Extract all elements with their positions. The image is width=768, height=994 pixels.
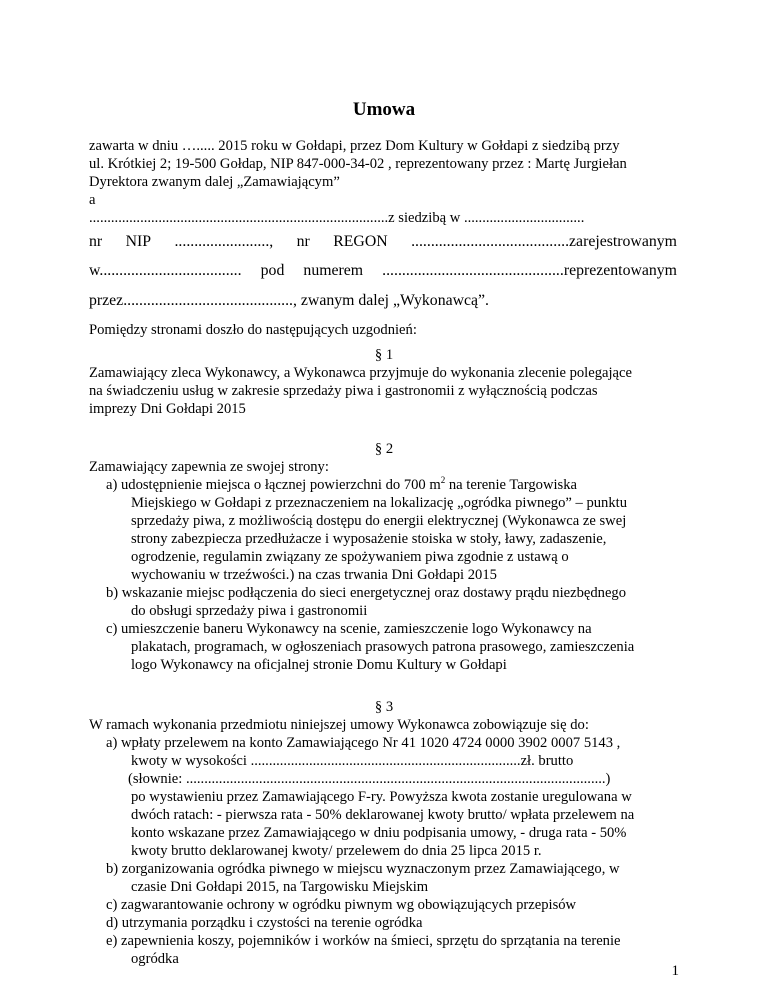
- s2-item-a-line-6: wychowaniu w trzeźwości.) na czas trwania Dni Gołdapi 2015: [131, 567, 497, 583]
- s2-item-a-line-2: Miejskiego w Gołdapi z przeznaczeniem na lokalizację „ogródka piwnego” – punktu: [131, 495, 628, 511]
- nip-part-4: nr: [296, 233, 310, 250]
- s2-item-a-line-5: ogrodzenie, regulamin związany ze spożywaniem piwa zgodnie z ustawą o: [131, 549, 569, 565]
- s3-item-c: c) zagwarantowanie ochrony w ogródku piwnym wg obowiązujących przepisów: [106, 897, 577, 913]
- s2-item-c-line-1: c) umieszczenie baneru Wykonawcy na scenie, zamieszczenie logo Wykonawcy na: [106, 621, 592, 637]
- superscript-2: 2: [440, 475, 446, 485]
- s2-item-b-line-2: do obsługi sprzedaży piwa i gastronomii: [131, 603, 368, 619]
- s3-item-a-line-6: konto wskazane przez Zamawiającego w dniu podpisania umowy, - druga rata - 50%: [131, 825, 627, 841]
- s2-item-c-line-3: logo Wykonawcy na oficjalnej stronie Domu Kultury w Gołdapi: [131, 657, 507, 673]
- s2-intro: Zamawiający zapewnia ze swojej strony:: [89, 459, 329, 475]
- section-3-heading: § 3: [374, 699, 394, 715]
- numer-part-2: pod: [260, 262, 285, 279]
- s1-line-3: imprezy Dni Gołdapi 2015: [89, 401, 246, 417]
- numer-line: [89, 262, 677, 280]
- s2-item-a-line-3: sprzedaży piwa, z możliwością dostępu do energii elektrycznej (Wykonawca ze swej: [131, 513, 627, 529]
- s3-item-b-line-1: b) zorganizowania ogródka piwnego w miejscu wyznaczonym przez Zamawiającego, w: [106, 861, 620, 877]
- intro-line-4: a: [89, 192, 96, 208]
- s3-item-e-line-1: e) zapewnienia koszy, pojemników i worków na śmieci, sprzętu do sprzątania na terenie: [106, 933, 621, 949]
- page-number: 1: [671, 963, 679, 979]
- numer-part-1: w....................................: [89, 262, 242, 279]
- nip-part-5: REGON: [333, 233, 388, 250]
- numer-part-3: numerem: [303, 262, 364, 279]
- document-title: Umowa: [352, 99, 416, 120]
- s2-item-b-line-1: b) wskazanie miejsc podłączenia do sieci energetycznej oraz dostawy prądu niezbędnego: [106, 585, 627, 601]
- section-1-heading: § 1: [374, 347, 394, 363]
- s2-item-c-line-2: plakatach, programach, w ogłoszeniach prasowych patrona prasowego, zamieszczenia: [131, 639, 635, 655]
- nip-regon-line: [89, 233, 677, 251]
- numer-part-4: ..............................................reprezentowanym: [382, 262, 677, 279]
- intro-line-2: ul. Krótkiej 2; 19-500 Gołdap, NIP 847-000-34-02 , reprezentowany przez : Martę Jurgiełan: [89, 156, 627, 172]
- s3-item-a-line-4: po wystawieniu przez Zamawiającego F-ry. Powyższa kwota zostanie uregulowana w: [131, 789, 632, 805]
- s3-item-d: d) utrzymania porządku i czystości na terenie ogródka: [106, 915, 423, 931]
- nip-part-6: ........................................zarejestrowanym: [411, 233, 677, 250]
- s1-line-1: Zamawiający zleca Wykonawcy, a Wykonawca przyjmuje do wykonania zlecenie polegające: [89, 365, 632, 381]
- s3-item-a-line-2: kwoty w wysokości ..........................................................................zł. brutto: [131, 753, 574, 769]
- intro-line-3: Dyrektora zwanym dalej „Zamawiającym”: [89, 174, 340, 190]
- s3-item-a-line-1: a) wpłaty przelewem na konto Zamawiającego Nr 41 1020 4724 0000 3902 0007 5143 ,: [106, 735, 621, 751]
- section-2-heading: § 2: [374, 441, 394, 457]
- przez-line: przez..........................................., zwanym dalej „Wykonawcą”.: [89, 292, 489, 309]
- s3-item-e-line-2: ogródka: [131, 951, 179, 967]
- s2-item-a-line-1: a) udostępnienie miejsca o łącznej powierzchni do 700 $m^2$ na terenie Targowiska: [106, 475, 577, 493]
- s3-item-a-line-5: dwóch ratach: - pierwsza rata - 50% deklarowanej kwoty brutto/ wpłata przelewem na: [131, 807, 635, 823]
- s3-item-a-line-3: (słownie: ...................................................................................................................): [128, 771, 611, 787]
- s3-item-b-line-2: czasie Dni Gołdapi 2015, na Targowisku Miejskim: [131, 879, 429, 895]
- s2-item-a-line-4: strony zabezpiecza przedłużacze i wyposażenie stoiska w stoły, ławy, zadaszenie,: [131, 531, 607, 547]
- nip-part-2: NIP: [125, 233, 152, 250]
- s3-intro: W ramach wykonania przedmiotu niniejszej umowy Wykonawca zobowiązuje się do:: [89, 717, 589, 733]
- s3-item-a-line-7: kwoty brutto deklarowanej kwoty/ przelewem do dnia 25 lipca 2015 r.: [131, 843, 542, 859]
- s1-line-2: na świadczeniu usług w zakresie sprzedaży piwa i gastronomii z wyłącznością podczas: [89, 383, 598, 399]
- nip-part-1: nr: [89, 233, 103, 250]
- intro-line-5: ..................................................................................z siedzibą w .................................: [89, 210, 585, 226]
- intro-line-1: zawarta w dniu …..... 2015 roku w Gołdapi, przez Dom Kultury w Gołdapi z siedzibą przy: [89, 138, 620, 154]
- nip-part-3: ........................,: [174, 233, 274, 250]
- agreement-line: Pomiędzy stronami doszło do następujących uzgodnień:: [89, 322, 417, 338]
